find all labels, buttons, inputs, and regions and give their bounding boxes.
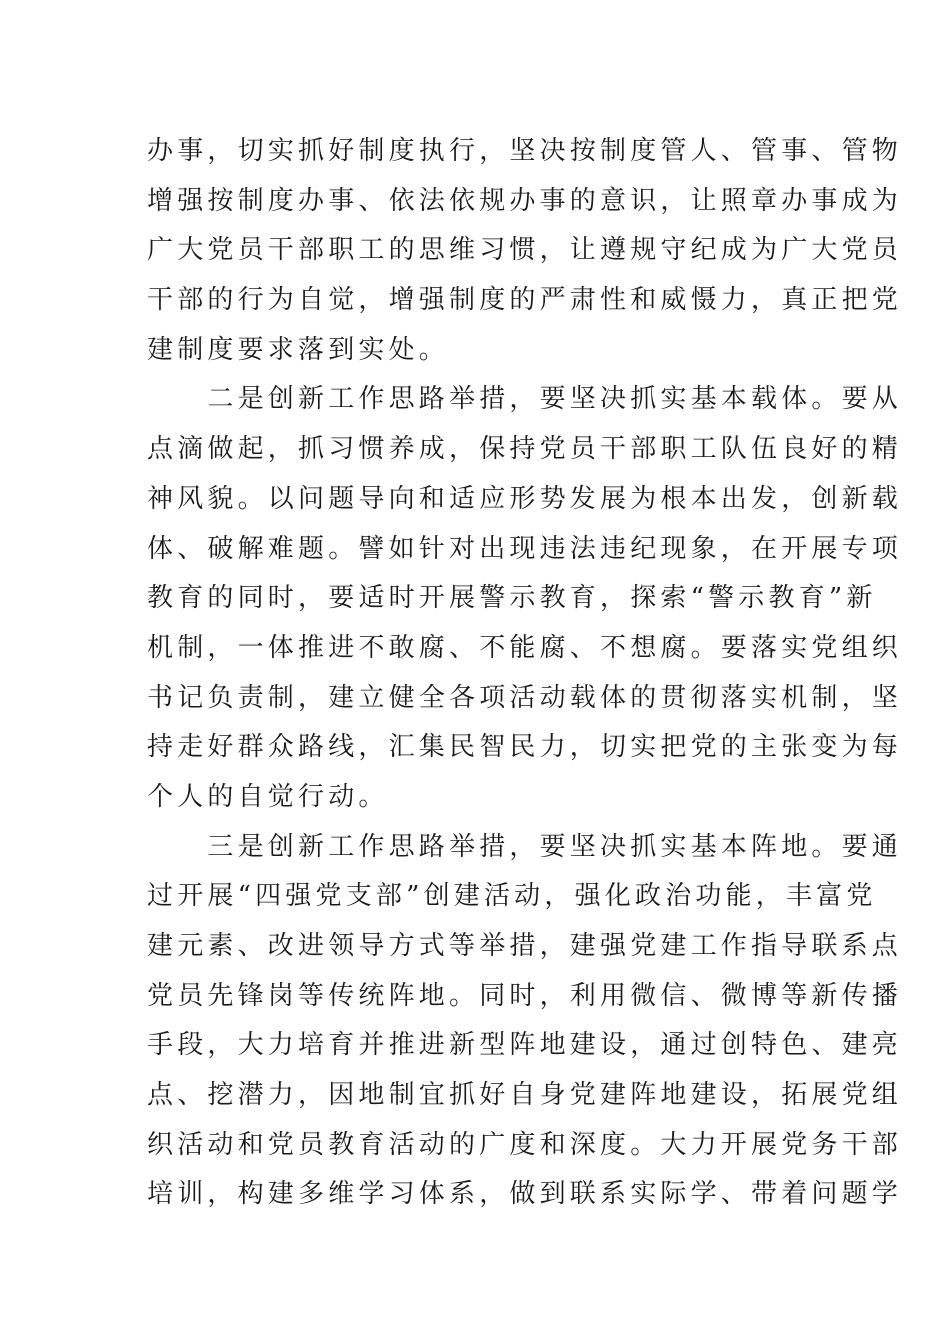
text-line: 广大党员干部职工的思维习惯，让遵规守纪成为广大党员 [147, 235, 903, 266]
text-line: 个人的自觉行动。 [147, 781, 389, 812]
text-line: 书记负责制，建立健全各项活动载体的贯彻落实机制，坚 [147, 682, 903, 713]
text-line: 织活动和党员教育活动的广度和深度。大力开展党务干部 [147, 1129, 903, 1160]
text-line: 点、挖潜力，因地制宜抓好自身党建阵地建设，拓展党组 [147, 1080, 903, 1111]
text-line: 机制，一体推进不敢腐、不能腐、不想腐。要落实党组织 [147, 632, 903, 663]
text-line: 办事，切实抓好制度执行，坚决按制度管人、管事、管物 [147, 136, 903, 166]
text-line: 党员先锋岗等传统阵地。同时，利用微信、微博等新传播 [147, 980, 903, 1011]
text-line: 手段，大力培育并推进新型阵地建设，通过创特色、建亮 [147, 1030, 903, 1061]
text-line: 干部的行为自觉，增强制度的严肃性和威慑力，真正把党 [147, 285, 903, 316]
document-body [147, 127, 903, 1220]
text-line: 增强按制度办事、依法依规办事的意识，让照章办事成为 [147, 185, 903, 216]
text-line: 培训，构建多维学习体系，做到联系实际学、带着问题学 [147, 1179, 903, 1210]
text-line: 神风貌。以问题导向和适应形势发展为根本出发，创新载 [147, 483, 903, 514]
text-line: 教育的同时，要适时开展警示教育，探索“警示教育”新 [147, 583, 877, 614]
text-line: 建元素、改进领导方式等举措，建强党建工作指导联系点 [147, 931, 903, 961]
paragraph-start-line: 三是创新工作思路举措，要坚决抓实基本阵地。要通 [147, 831, 903, 862]
text-line: 持走好群众路线，汇集民智民力，切实把党的主张变为每 [147, 732, 903, 763]
paragraph-start-line: 二是创新工作思路举措，要坚决抓实基本载体。要从 [147, 384, 903, 415]
text-line: 建制度要求落到实处。 [147, 334, 450, 365]
text-line: 过开展“四强党支部”创建活动，强化政治功能，丰富党 [147, 881, 877, 912]
text-line: 点滴做起，抓习惯养成，保持党员干部职工队伍良好的精 [147, 434, 903, 465]
text-line: 体、破解难题。譬如针对出现违法违纪现象，在开展专项 [147, 533, 903, 564]
